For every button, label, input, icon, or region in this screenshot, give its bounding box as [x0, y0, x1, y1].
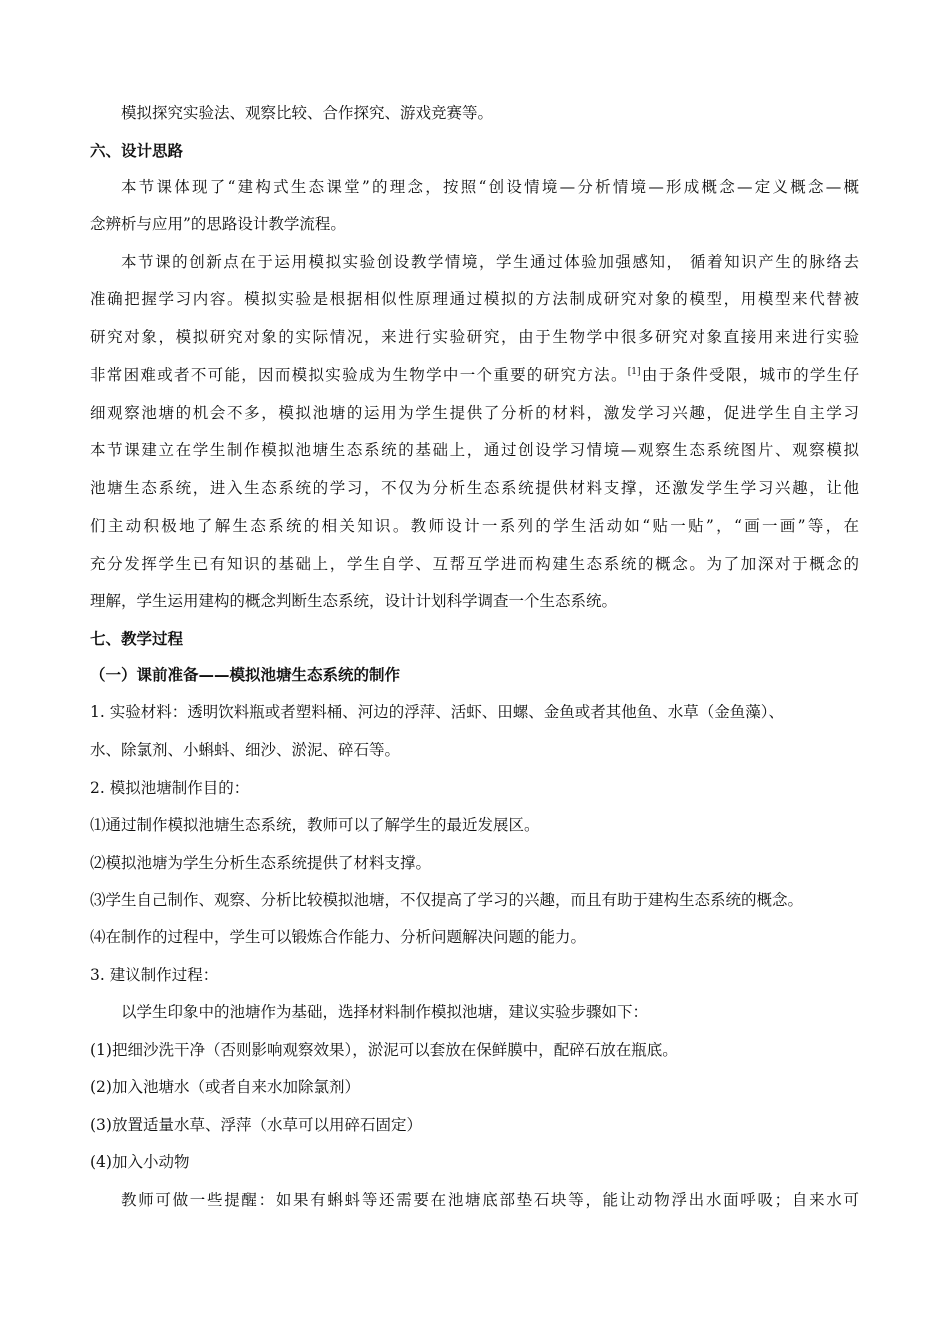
paragraph-line: 池塘生态系统，进入生态系统的学习，不仅为分析生态系统提供材料支撑，还激发学生学习兴趣，让他 — [90, 479, 859, 497]
sub-list-item: ⑴通过制作模拟池塘生态系统，教师可以了解学生的最近发展区。 — [90, 816, 540, 834]
paragraph-line-with-citation — [90, 365, 859, 385]
step-item: (1)把细沙洗干净（否则影响观察效果），淤泥可以套放在保鲜膜中，配碎石放在瓶底。 — [90, 1041, 678, 1059]
paragraph-line: 以学生印象中的池塘作为基础，选择材料制作模拟池塘，建议实验步骤如下： — [121, 1003, 649, 1021]
list-item: 1. 实验材料：透明饮料瓶或者塑料桶、河边的浮萍、活虾、田螺、金鱼或者其他鱼、水草（金鱼藻）、 — [90, 703, 784, 721]
subsection-heading: （一）课前准备——模拟池塘生态系统的制作 — [90, 666, 401, 684]
paragraph-line: 们主动积极地了解生态系统的相关知识。教师设计一系列的学生活动如“贴一贴”，“画一画”等，在 — [90, 517, 859, 535]
paragraph-text: 非常困难或者不可能，因而模拟实验成为生物学中一个重要的研究方法。 — [90, 366, 628, 384]
paragraph-line: 念辨析与应用”的思路设计教学流程。 — [90, 215, 346, 233]
paragraph-text: 由于条件受限，城市的学生仔 — [640, 366, 859, 384]
paragraph-line: 本节课的创新点在于运用模拟实验创设教学情境，学生通过体验加强感知， 循着知识产生的脉络去 — [121, 253, 859, 271]
section-heading-design: 六、设计思路 — [90, 142, 184, 160]
paragraph-line: 充分发挥学生已有知识的基础上，学生自学、互帮互学进而构建生态系统的概念。为了加深对于概念的 — [90, 555, 859, 573]
citation-marker: [1] — [627, 366, 641, 377]
list-item-continued: 水、除氯剂、小蝌蚪、细沙、淤泥、碎石等。 — [90, 741, 401, 759]
paragraph-line: 本节课建立在学生制作模拟池塘生态系统的基础上，通过创设学习情境—观察生态系统图片、观察模拟 — [90, 441, 859, 459]
sub-list-item: ⑵模拟池塘为学生分析生态系统提供了材料支撑。 — [90, 854, 432, 872]
list-item: 2. 模拟池塘制作目的： — [90, 779, 250, 797]
step-item: (4)加入小动物 — [90, 1153, 190, 1171]
step-item: (3)放置适量水草、浮萍（水草可以用碎石固定） — [90, 1116, 422, 1134]
paragraph-line: 细观察池塘的机会不多，模拟池塘的运用为学生提供了分析的材料，激发学习兴趣，促进学生自主学习 — [90, 404, 859, 422]
list-item: 3. 建议制作过程： — [90, 966, 219, 984]
paragraph-line: 研究对象，模拟研究对象的实际情况，来进行实验研究，由于生物学中很多研究对象直接用来进行实验 — [90, 328, 859, 346]
paragraph-line: 教师可做一些提醒：如果有蝌蚪等还需要在池塘底部垫石块等，能让动物浮出水面呼吸；自来水可 — [121, 1191, 859, 1209]
sub-list-item: ⑶学生自己制作、观察、分析比较模拟池塘，不仅提高了学习的兴趣，而且有助于建构生态系统的概念。 — [90, 891, 804, 909]
sub-list-item: ⑷在制作的过程中，学生可以锻炼合作能力、分析问题解决问题的能力。 — [90, 928, 587, 946]
paragraph-line: 理解，学生运用建构的概念判断生态系统，设计计划科学调查一个生态系统。 — [90, 592, 618, 610]
section-heading-process: 七、教学过程 — [90, 630, 184, 648]
methods-line: 模拟探究实验法、观察比较、合作探究、游戏竞赛等。 — [121, 104, 494, 122]
paragraph-line: 本节课体现了“建构式生态课堂”的理念，按照“创设情境—分析情境—形成概念—定义概念—概 — [121, 178, 859, 196]
step-item: (2)加入池塘水（或者自来水加除氯剂） — [90, 1078, 360, 1096]
paragraph-line: 准确把握学习内容。模拟实验是根据相似性原理通过模拟的方法制成研究对象的模型，用模型来代替被 — [90, 290, 859, 308]
